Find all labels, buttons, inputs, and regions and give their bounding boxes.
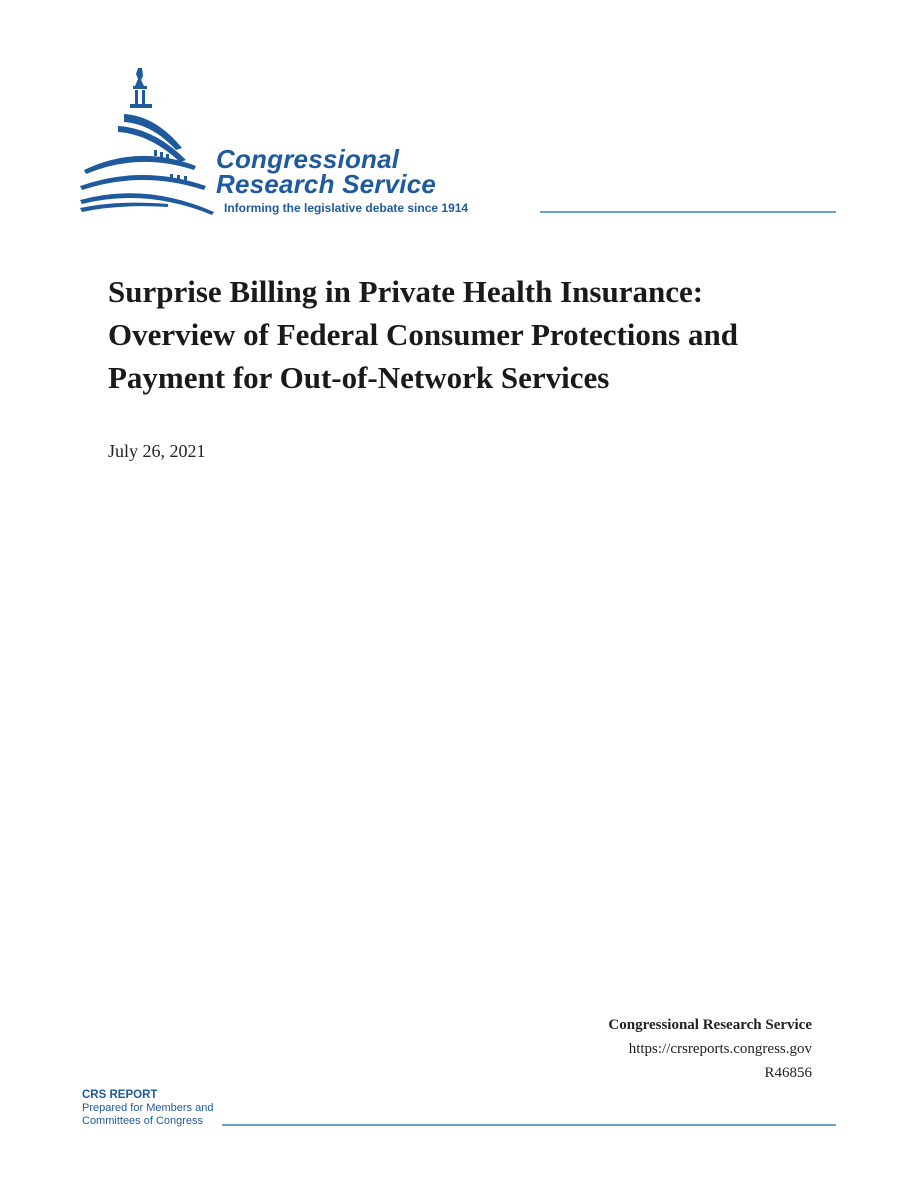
logo-name-line1: Congressional — [216, 144, 400, 174]
prepared-for-line1: Prepared for Members and — [82, 1102, 214, 1114]
crs-logo — [78, 62, 840, 222]
footer-url: https://crsreports.congress.gov — [628, 1041, 812, 1057]
report-date: July 26, 2021 — [108, 441, 206, 461]
crs-report-block — [82, 1089, 213, 1128]
logo-divider — [540, 211, 836, 213]
footer-organization: Congressional Research Service — [608, 1017, 812, 1033]
report-number: R46856 — [764, 1065, 812, 1081]
crs-report-label: CRS REPORT — [82, 1089, 158, 1101]
report-title: Surprise Billing in Private Health Insurance: Overview of Federal Consumer Protections and Payment for Out-of-Network Services — [108, 274, 738, 395]
capitol-dome-icon — [78, 62, 218, 222]
logo-name-line2: Research Service — [216, 169, 437, 199]
logo-tagline: Informing the legislative debate since 1914 — [224, 201, 469, 215]
footer-divider — [222, 1124, 836, 1126]
prepared-for-line2: Committees of Congress — [82, 1115, 204, 1127]
report-footer-info — [608, 1013, 812, 1085]
